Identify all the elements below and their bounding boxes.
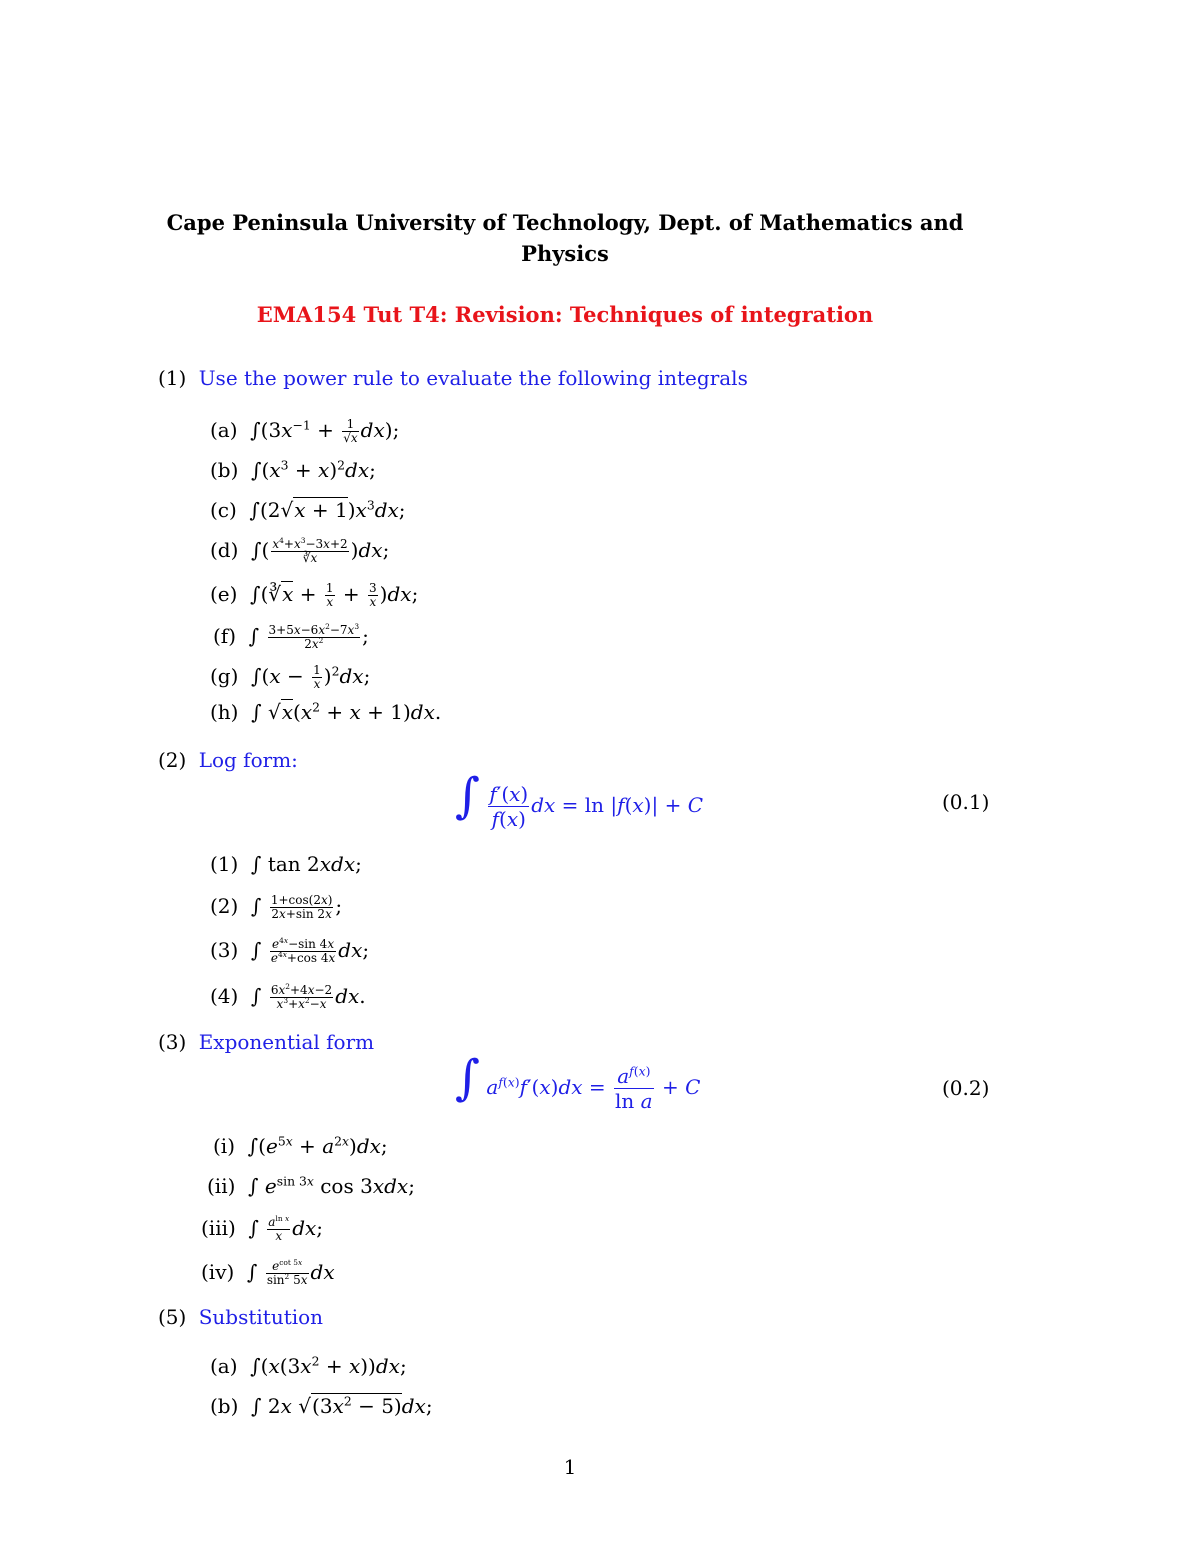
problem-2-3: (3) ∫ $\frac{e^{4x}-\sin 4x}{e^{4x}+\cos 4x}$ dx; xyxy=(210,936,370,966)
section-number: (1) xyxy=(158,366,187,390)
page-number: 1 xyxy=(563,1455,577,1479)
item-label: (b) xyxy=(210,458,239,482)
section-2-heading xyxy=(158,750,298,770)
section-title: Use the power rule to evaluate the following integrals xyxy=(198,366,748,390)
item-label: (ii) xyxy=(207,1174,236,1198)
equation-exponential-form: ∫ $a^{f(x)}f'(x)dx$ = $\frac{a^{f(x)}}{\text{ln a}}$ + C xyxy=(455,1050,701,1113)
section-title: Log form: xyxy=(198,748,298,772)
item-label: (1) xyxy=(210,852,239,876)
item-label: (2) xyxy=(210,894,239,919)
problem-5a: (a) $\int(x(3x^2 + x))dx$; xyxy=(210,1353,407,1378)
problem-3-i: (i) $\int(e^{5x} + a^{2x})dx$; xyxy=(213,1133,388,1158)
section-number: (5) xyxy=(158,1305,187,1329)
item-label: (3) xyxy=(210,938,239,963)
item-label: (b) xyxy=(210,1394,239,1418)
section-3-heading xyxy=(158,1032,374,1052)
section-5-heading xyxy=(158,1307,323,1327)
problem-3-iv: (iv) ∫ $\frac{e^{cot 5x}}{\sin^2 5x}$ dx xyxy=(201,1258,335,1288)
problem-3-iii: (iii) ∫ $\frac{a^{ln x}}{x}$ dx; xyxy=(201,1214,324,1244)
item-label: (a) xyxy=(210,1354,238,1378)
section-number: (2) xyxy=(158,748,187,772)
university-heading xyxy=(0,210,1130,266)
heading-line-2: Physics xyxy=(521,241,609,266)
problem-1d: (d) ∫( $\frac{x^4+x^3-3x+2}{∛x}$ )dx; xyxy=(210,536,390,566)
problem-1b: (b) $\int(x^3 + x)^2dx$; xyxy=(210,457,376,482)
item-label: (a) xyxy=(210,418,238,443)
item-label: (d) xyxy=(210,538,239,563)
item-label: (i) xyxy=(213,1134,236,1158)
problem-1h: (h) ∫ $√x(x^2 + x + 1)dx$. xyxy=(210,699,442,724)
item-label: (e) xyxy=(210,582,238,607)
equation-number: (0.1) xyxy=(942,790,990,814)
tutorial-title: EMA154 Tut T4: Revision: Techniques of integration xyxy=(256,302,874,327)
item-label: (iii) xyxy=(201,1216,236,1241)
problem-1e: (e) ∫(∛x + $\frac{1}{x}$ + $\frac{3}{x}$ )dx; xyxy=(210,581,419,610)
section-title: Exponential form xyxy=(198,1030,375,1054)
section-title: Substitution xyxy=(198,1305,324,1329)
item-label: (4) xyxy=(210,984,239,1009)
problem-1a: (a) $\int(3x^{-1}$ + $\frac{1}{√x}$ dx); xyxy=(210,417,400,446)
item-label: (c) xyxy=(210,498,237,522)
problem-1f: (f) ∫ $\frac{3+5x-6x^2-7x^3}{2x^2}$ ; xyxy=(213,622,369,652)
problem-3-ii: (ii) ∫ $e^{sin 3x}$ cos 3xdx; xyxy=(207,1173,415,1198)
problem-2-1: (1) ∫ tan 2xdx; xyxy=(210,852,362,876)
item-label: (f) xyxy=(213,624,237,649)
problem-5b: (b) ∫ 2x $√(3x^2 - 5)dx$; xyxy=(210,1393,433,1418)
section-number: (3) xyxy=(158,1030,187,1054)
item-label: (h) xyxy=(210,700,239,724)
equation-log-form: ∫ $\frac{f'(x)}{f(x)}$ dx = ln |f(x)| + C xyxy=(455,768,703,831)
heading-line-1: Cape Peninsula University of Technology, Dept. of Mathematics and xyxy=(166,210,964,235)
item-label: (iv) xyxy=(201,1260,235,1285)
equation-number: (0.2) xyxy=(942,1076,990,1100)
problem-2-4: (4) ∫ $\frac{6x^2+4x-2}{x^3+x^2-x}$ dx. xyxy=(210,982,366,1012)
problem-1c: (c) $\int(2√x + 1)x^3dx$; xyxy=(210,497,406,522)
section-1-heading xyxy=(158,368,748,388)
item-label: (g) xyxy=(210,664,239,689)
problem-2-2: (2) ∫ $\frac{1+\cos(2x)}{2x+\sin 2x}$ ; xyxy=(210,893,343,922)
problem-1g: (g) ∫(x − $\frac{1}{x}$ )$^2$dx; xyxy=(210,663,371,692)
